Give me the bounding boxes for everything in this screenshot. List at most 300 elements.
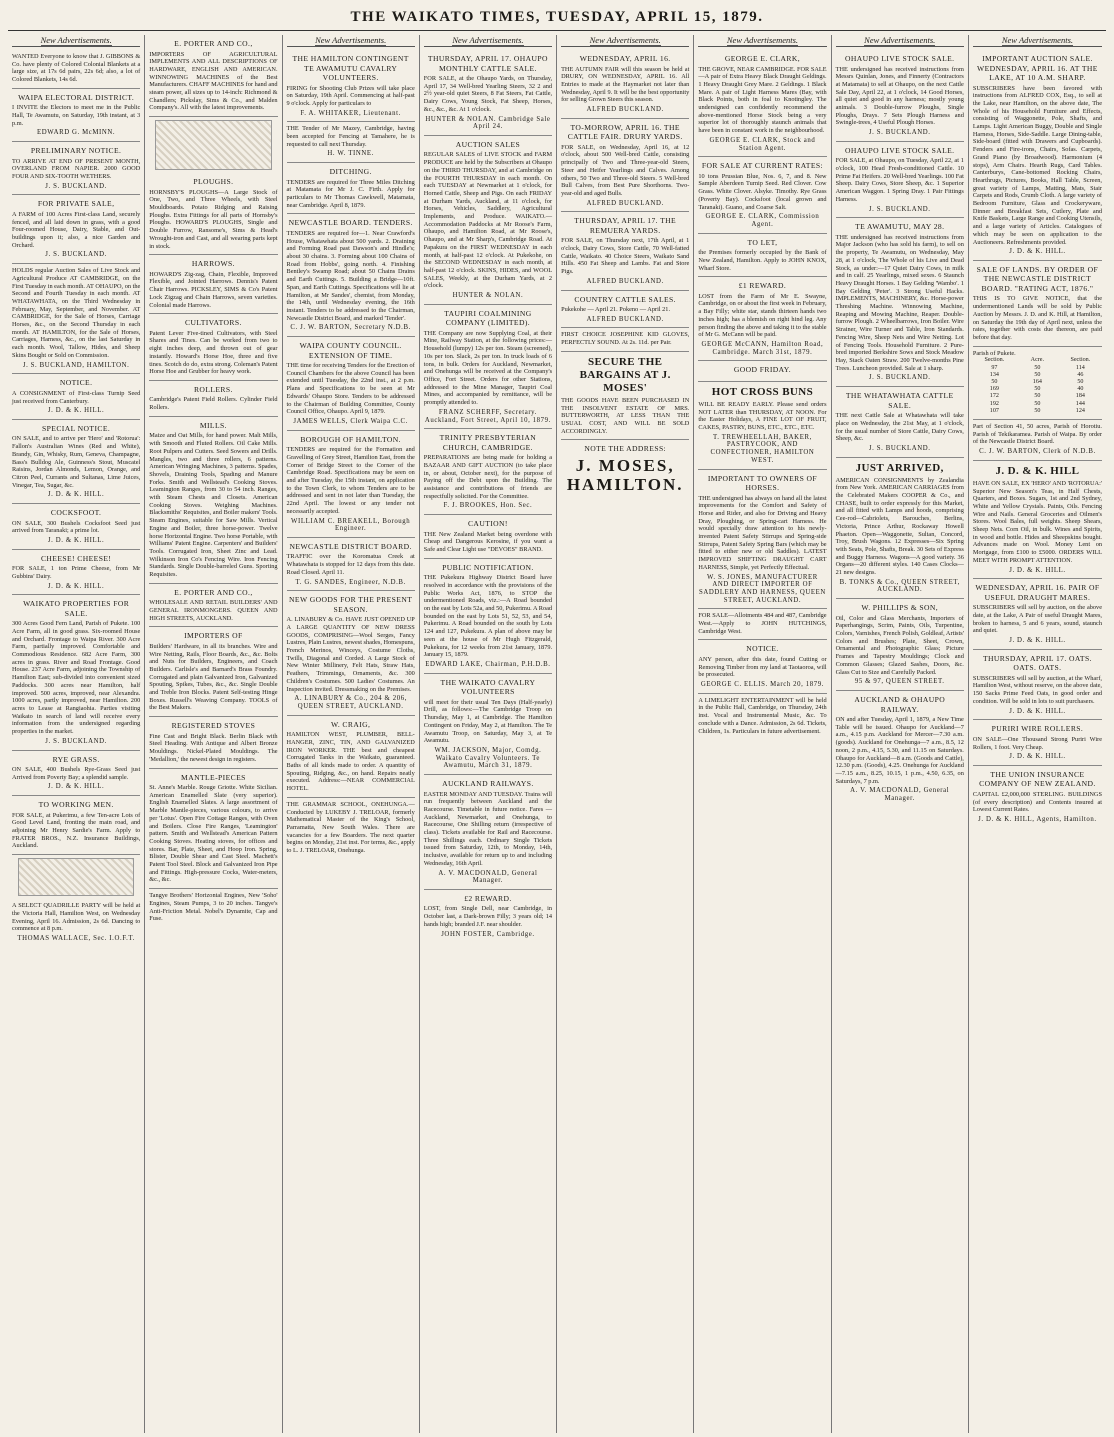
table-cell: Acre.: [1030, 357, 1045, 364]
ad-signature: ALFRED BUCKLAND.: [586, 106, 664, 114]
ad-signature: J. D. & K. HILL.: [47, 407, 105, 415]
advertisement: [836, 599, 964, 691]
ad-body: THE GOODS HAVE BEEN PURCHASED IN THE INSOLVENT ESTATE OF MRS. BUTTERWORTH, AT LESS THAN THE USUAL COST, AND WILL BE SOLD ACCORDINGLY.: [561, 396, 690, 435]
ad-body: THE Tender of Mr Mazey, Cambridge, having been accepted for Fencing at Tamahere, he is requested to call next Thursday.: [286, 125, 415, 148]
advertisement: [12, 195, 140, 264]
ad-signature: ALFRED BUCKLAND.: [586, 277, 664, 285]
column-header: [973, 35, 1102, 47]
ad-body: ON SALE, 300 Bushels Cocksfoot Seed just arrived from Taranaki; a prime lot.: [12, 519, 141, 535]
ad-title: OHAUPO LIVE STOCK SALE.: [844, 145, 955, 155]
ad-title: £2 REWARD.: [464, 893, 512, 903]
advertisement: [149, 769, 277, 890]
advertisement: [973, 50, 1102, 261]
ad-body: Maize and Oat Mills, for hand power. Malt Mills, with Smooth and Fluted Rollers. Oil Cake Mills. Root Pulpers and Cutters. Seed Sowers and Drills. Mangles, two and three rollers, 6 patterns. American Wringing Machines, 3 patterns. Spades, Shovels, Draining Tools, Spading and Manure Forks. Smith and Wellstead's Cooking Stoves. Leamington Ranges, from 30 to 54 inch. Ranges, with Steam Chests and Closets. American Cooking Stoves. Weighing Machines. Blacksmiths' Requisites, and Boiler makers' Tools. Steam Engines, suitable for Saw Mills. Vertical Engine and Boiler, three horse-power. Twelve horse Horizontal Engine. Two horse Portable, with Williams' Patent Engine. Carpenters' and Builders' Tools. Corrugated Iron, Sheet Zinc and Lead. Wilkinson Iron Co's Fencing Wire. Iron Fencing Standards. Single Double-barreled Guns. Sporting Requisites.: [149, 432, 278, 579]
ad-title: TO-MORROW, APRIL 16. THE CATTLE FAIR. DRURY YARDS.: [567, 122, 683, 142]
table-cell: 184: [1075, 393, 1085, 400]
ad-signature: EDWARD LAKE, Chairman, P.H.D.B.: [425, 660, 551, 668]
ad-title: THE WAIKATO CAVALRY VOLUNTEERS: [440, 677, 536, 697]
advertisement: [973, 347, 1102, 420]
advertisement: [287, 716, 415, 798]
ad-title: IMPORTERS OF: [184, 631, 243, 641]
ad-body: SUBSCRIBERS will sell by auction, at the Wharf, Hamilton West, without reserve, on the above date, 150 Sacks Prime Feed Oats, in good order and condition. Will be sold in lots to suit purchasers.: [972, 674, 1102, 705]
column-1: [8, 35, 145, 1433]
ad-body: AMERICAN CONSIGNMENTS by Zealandia from New York. AMERICAN CARRIAGES from the Celebrated Makers COOPER & Co., and CHASE, built to order expressly for this Market, and all fitted with Lamps and hoods, comprising Cee-rod—Cabriolets, Barouches, Berlins, Victoria, Prince Arthur, Rockaway Howell Phaeton. Open—Waggonette, Sultan, Concord, Troy, Brush Wagons. 12 Expresses—Six Spring with Seats, Pole, Shafts, Break. 30 Sets of Express and Buggy Harness. Wagons—A good variety. 36 Organs—20 different styles. 140 Cases Clocks—21 new designs.: [835, 476, 964, 577]
advertisement: [149, 584, 277, 628]
ad-body: SUBSCRIBERS have been favored with instructions from ALFRED COX, Esq., to sell at the Lake, near Hamilton, on the above date, The Whole of his Household Furniture and Effects, consisting of Waggonette, Pole, Shafts, and Lamps. Light American Buggy, Double and Single Harness, Horses, Side-Saddle. Large Dining-table, Side-board (fitted with Drawers and Cupboards). Fenders and Fire-irons, Chairs, Sofas. Carpets, Grand Piano (by Broadwood). Harmonium (4 stops), Arm Chairs. Hearth Rugs, Card Tables. Canterburys, Cane-bottomed Rocking Chairs, Hearthrugs, Pictures, Books, Hall Table, Screen, great variety of Lamps, Matting, Mats, Stair Carpets and Rods, Crumb Cloth. A large variety of Bedroom Furniture, Glass and Crockeryware, Dinner and Breakfast Sets, Cutlery, Plate and Knife Baskets, Large Range and Cooking Utensils, and a large variety of Articles. Catalogues of which may be seen on application to the Auctioneers. Refreshments provided.: [972, 84, 1102, 246]
ad-body: THE AUTUMN FAIR will this season be held at DRURY, ON WEDNESDAY, APRIL 16. All Entries to made at the Haymarket not later than Wednesday, April 9. It will be the best opportunity for selling Grown Steers this season.: [561, 65, 690, 104]
advertisement: [287, 798, 415, 859]
advertisement: [12, 374, 140, 420]
ad-title: WAIKATO PROPERTIES FOR SALE.: [23, 599, 130, 618]
ad-title: TE AWAMUTU, MAY 28.: [855, 222, 945, 232]
ad-body: THE undersigned has received instructions from Messrs Quinlan, Jones, and Finnerty (Contractors at Matamata) to sell at Ohaupo, on the next Cattle Sale Day, April 22, at 1 o'clock, 14 Good Horses, all quiet and good in any harness; mostly young animals. 3 Double-furrow Ploughs, Single Ploughs, Drays. 7 Sets Plough Harness and Swingle-trees, 4 Useful Plough Horses.: [835, 65, 964, 127]
ad-body: A. LINABURY & Co. HAVE JUST OPENED UP A LARGE QUANTITY OF NEW DRESS GOODS, COMPRISING—Wool Serges, Fancy Lustres, Plain Lustres, newest shades, Homespuns, French Merinos, Winceys, Costume Cloths, Twills, Diagonal and Corded. A Large Stock of New Winter Millinery, Felt Hats, Straw Hats, Feathers, Trimmings, Ornaments, &c. 300 Children's Costumes. 500 Ladies' Costumes. An Inspection invited. Dressmaking on the Premises.: [286, 616, 415, 693]
ad-body: THE New Zealand Market being overdone with Cheap and Dangerous Kerosine, if you want a Safe and Clear Light use "DEVOES" BRAND.: [423, 530, 553, 554]
column-header: [424, 35, 552, 47]
advertisement: [287, 538, 415, 591]
column-header: [561, 35, 689, 47]
ad-body: THE Company are now Supplying Coal, at their Mine, Railway Station, at the following prices:—Household (lumpy) 12s per ton. Steam (screened), 10s per ton. Slack, 2s per ton. In truck loads of 6 tons, in bulk. Orders for Auckland, Newmarket, and Onehunga will be received at the Company's Office, Fort Street. Orders for other Stations, addressed to the Mine Manager, Taupiri Coal Mines, and accompanied by remittance, will be promptly attended to.: [423, 329, 553, 407]
ad-title: E. PORTER AND CO.,: [174, 39, 253, 48]
ad-title: TO WORKING MEN.: [38, 800, 114, 810]
ad-body: 10 tons Prussian Blue, Nos. 6, 7, and 8. New Sample Aberdeen Turnip Seed. Red Clover. Cow Grass. White Clover. Alsyke. Timothy. Rye Grass (Poverty Bay). Cocksfoot (local grown and Taranaki). Guano, and Coarse Salt.: [698, 172, 827, 211]
ad-title: GOOD FRIDAY.: [733, 365, 792, 375]
ad-body: FOR SALE, at Ohaupo, on Tuesday, April 22, at 1 o'clock, 100 Head Fresh-conditioned Cattle. 10 Prime Fat Heifers. 20 Well-bred Yearlings. 100 Fat Sheep. Dairy Cows, Store Sheep, &c. 1 Superior American Waggon. 1 Spring Dray. 1 Pair Fittings Harness.: [835, 157, 964, 203]
ad-title: WAIPA ELECTORAL DISTRICT.: [18, 92, 135, 102]
ad-signature: J. S. BUCKLAND, HAMILTON.: [22, 361, 130, 369]
advertisement: [424, 429, 552, 515]
ad-body: FOR SALE, at Pukerimu, a few Ten-acre Lots of Good Level Land, fronting the main road, and adjoining Mr Henry Sardie's Farm. Apply to FRATER BROS., N.Z. Insurance Buildings, Auckland.: [12, 811, 141, 850]
ad-body: Builders' Hardware, in all its branches. Wire and Wire Netting, Rails, Floor Boards, &c., &c. Bolts and Nuts for Builders, Engineers, and Coach Builders. Carlisle's and Barnard's Brass Foundry. Corrugated and plain Galvanized Iron, Galvanized Spouting, Spikes, Tubes, &c., &c. Single Double and Treble Iron Blocks. Patent Self-testing Hinge Boxes. Russell's Weaving Company. TOOLS of the Best Makers.: [149, 642, 278, 712]
ad-body: Parish of Pukete.: [972, 349, 1016, 357]
ad-title: COUNTRY CATTLE SALES.: [574, 294, 676, 304]
advertisement: [561, 50, 689, 119]
ad-title: HARROWS.: [191, 259, 235, 269]
advertisement: [12, 899, 140, 947]
advertisement: [149, 255, 277, 314]
advertisement: [973, 461, 1102, 579]
advertisement: [12, 751, 140, 797]
ad-body: FOR SALE, on Wednesday, April 16, at 12 o'clock, about 500 Well-bred Cattle, consisting principally of Two and Three-year-old Steers, Steer and Heifer Yearlings and Calves. Among others, 50 Two and Three-old Steers. 5 Well-bred Bull Calves, from Best Pure Shorthorns. Two-year-old and aged Bulls.: [561, 143, 690, 197]
table-cell: 50: [1034, 371, 1041, 378]
ad-title: DITCHING.: [329, 167, 372, 177]
advertisement: [698, 382, 826, 470]
advertisement: [424, 136, 552, 305]
ad-body: FOR SALE—Allotments 484 and 487, Cambridge West.—Apply to JOHN HUTCHINGS, Cambridge West.: [698, 612, 827, 635]
ad-body: TRAFFIC over the Koromatua Creek at Whatawhata is stopped for 12 days from this date. Road Closed. April 11.: [286, 553, 415, 576]
ad-body: WILL BE READY EARLY. Please send orders NOT LATER than THURSDAY, AT NOON. For the Easter Holidays, A FINE LOT OF FRUIT, CAKES, PASTRY, BUNS, ETC., ETC., ETC.: [698, 400, 827, 431]
ad-body: IMPORTERS OF AGRICULTURAL IMPLEMENTS AND ALL DESCRIPTIONS OF HARDWARE, ENGLISH AND AMERICAN. WINNOWING MACHINES of the Best Manufacturers. CHAFF MACHINES for hand and steam power, all sizes up to 14-inch: Richmond & Chandlers; Pickslay, Sims & Co., and Malden Company's. All with the latest improvements.: [149, 50, 278, 112]
column-3: [283, 35, 420, 1433]
advertisement: [836, 458, 964, 600]
ad-title: J. D. & K. HILL: [995, 464, 1080, 477]
advertisement: [973, 420, 1102, 461]
ad-body: TO ARRIVE AT END OF PRESENT MONTH, OVERLAND FROM NAPIER. 2000 GOOD FOUR AND SIX-TOOTH WETHERS.: [12, 157, 141, 181]
ad-body: J. MOSES, HAMILTON.: [566, 455, 684, 494]
advertisement: [698, 277, 826, 361]
ad-body: THE undersigned has received instructions from Major Jackson (who has sold his farm), to sell on the property, Te Awamutu, on Wednesday, May 28, at 1 o'clock, The Whole of his Live and Dead Stock, as under:—17 Quiet Dairy Cows, in milk and in calf. 25 Yearlings, mixed sexes. 6 Staunch Heavy Draught Horses. 1 Bay Gelding 'Wambo'. 1 Bay Gelding 'Peter'. 3 Strong Useful Hacks. IMPLEMENTS, MACHINERY, &c. Horse-power Threshing Machine. Winnowing Machine, Reaping and Mowing Machine, Reaper. Double-furrow Plough. 2 Wheelbarrows, Iron Boiler. Wire Strainer, Wire Turner and Table, Iron Standards. Fencing Wire, Sheep Nets and Wire Netting. Lot of Fencing Tools. Household Furniture. 2 Pure-bred imported Berkshire Sows and Stock Meadow Hay, Stack Oaten Straw. 200 Twelve-months Pine Trees. Luncheon provided. Sale at 1 sharp.: [835, 233, 964, 372]
advertisement: [698, 694, 826, 740]
ad-signature: ALFRED BUCKLAND.: [586, 199, 664, 207]
advertisement: [424, 559, 552, 674]
ad-body: THE time for receiving Tenders for the Erection of Council Chambers for the above Council has been extended until Tuesday, the 22nd inst., at 2 p.m. Plans and Specifications to be seen at Mr Edwards' Ohaupo Store. Tenders to be addressed to the Chairman of Building Committee, County Council Office, Ohaupo. April 9, 1879.: [286, 362, 415, 416]
ad-signature: J. S. BUCKLAND.: [868, 205, 931, 213]
advertisement: [424, 515, 552, 559]
ad-title: HOT CROSS BUNS: [711, 385, 814, 398]
column-header-text: New Advertisements.: [315, 35, 387, 45]
ad-title: NEWCASTLE BOARD. TENDERS.: [288, 218, 413, 228]
advertisement: [836, 387, 964, 458]
advertisement: [12, 142, 140, 195]
ad-body: the Premises formerly occupied by the Bank of New Zealand, Hamilton. Apply to JOHN KNOX, Wharf Store.: [698, 249, 827, 272]
advertisement: [287, 163, 415, 214]
ad-title: CULTIVATORS.: [185, 318, 242, 328]
ad-body: A FARM of 100 Acres First-class Land, securely fenced, and all laid down in grass, with a good Four-roomed House, Dairy, Stable, and Out-buildings upon it; also, a nice Garden and Orchard.: [12, 210, 141, 249]
ad-title: FOR PRIVATE SALE,: [37, 199, 115, 209]
ad-signature: WM. JACKSON, Major, Comdg. Waikato Cavalry Volunteers. Te Awamutu, March 31, 1879.: [434, 746, 542, 770]
advertisement: [149, 717, 277, 768]
column-header-text: New Advertisements.: [1001, 35, 1073, 45]
ad-title: THE HAMILTON CONTINGENT TE AWAMUTU CAVALRY VOLUNTEERS.: [292, 54, 409, 82]
ad-signature: GEORGE E. CLARK, Commission Agent.: [705, 213, 820, 228]
ad-title: PURIRI WIRE ROLLERS.: [991, 724, 1084, 734]
ad-signature: J. D. & K. HILL.: [1009, 753, 1066, 761]
advertisement: [698, 157, 826, 233]
ad-title: W. PHILLIPS & SON,: [861, 603, 939, 613]
table-cell: 50: [1077, 379, 1084, 385]
advertisement: [287, 122, 415, 163]
table-cell: 50: [1034, 407, 1041, 414]
column-header-text: New Advertisements.: [864, 35, 936, 45]
advertisement: [698, 470, 826, 610]
ad-signature: C. J. W. BARTON, Secretary N.D.B.: [290, 324, 411, 332]
ad-title: PUBLIC NOTIFICATION.: [442, 562, 534, 572]
ad-title: SPECIAL NOTICE.: [42, 423, 111, 433]
ad-signature: J. S. BUCKLAND.: [45, 251, 107, 259]
ad-title: E. PORTER AND CO.,: [174, 587, 253, 597]
advertisement: [424, 775, 552, 890]
ad-body: ANY person, after this date, found Cutting or Removing Timber from my land at Taotaoroa, will be prosecuted.: [698, 655, 827, 679]
ad-title: MILLS.: [199, 420, 227, 430]
ad-body: WHOLESALE AND RETAIL BUILDERS' AND GENERAL IRONMONGERS. QUEEN AND HIGH STREETS, AUCKLAND.: [149, 599, 278, 622]
column-2: [145, 35, 282, 1433]
advertisement: [12, 89, 140, 142]
ad-title: NOTE THE ADDRESS:: [584, 444, 667, 454]
reaper-engraving-illustration: [18, 858, 134, 896]
ad-title: PLOUGHS.: [193, 177, 234, 187]
ad-signature: J. S. BUCKLAND.: [868, 444, 931, 452]
ad-signature: ALFRED BUCKLAND.: [586, 315, 664, 323]
column-header-text: New Advertisements.: [40, 35, 112, 45]
ad-title: CAUTION!: [467, 519, 508, 529]
ad-title: AUCTION SALES: [455, 139, 521, 149]
column-header: [287, 35, 415, 47]
ad-signature: J. S. BUCKLAND.: [868, 374, 931, 382]
ad-body: FIRST CHOICE JOSEPHINE KID GLOVES, PERFECTLY SOUND. At 2s. 11d. per Pair.: [561, 331, 690, 347]
ad-body: PREPARATIONS are being made for holding a BAZAAR AND GIFT AUCTION (to take place in, or about, October next), for the purpose of Paying off the Debt upon the Building. The assistance and contributions of friends are respectfully solicited. For the Committee.: [423, 454, 553, 500]
table-cell: 97: [991, 364, 998, 371]
column-header-text: New Advertisements.: [589, 35, 661, 45]
advertisement: [287, 50, 415, 122]
advertisement: [561, 440, 689, 498]
ad-title: TAUPIRI COALMINING COMPANY (LIMITED).: [444, 308, 532, 328]
ad-body: 300 Acres Good Fern Land, Parish of Pukete. 100 Acre Farm, all in good grass. Six-roomed House and Orchard. Frontage to Waipa River. 300 Acre Farm, partially improved. Comfortable and Commodious Residence. 682 Acre Farm, 300 acres in grass. River and Road Frontage. Good House. 237 Acre Farm, adjoining the Township of Hamilton East; sub-divided into convenient sized Paddocks. 300 acres near Hamilton, half improved. 500 acres, improved, near Alexandra. 1000 acres, partly improved, near Hamilton. 200 acres to Lease at Rangiaohia. Parties visiting Waikato in search of land will receive every information from the undersigned regarding properties in the market.: [12, 620, 141, 736]
column-header: [12, 35, 140, 47]
advertisement: [287, 431, 415, 538]
advertisement: [149, 889, 277, 927]
advertisement: [698, 50, 826, 157]
ad-signature: GEORGE C. ELLIS. March 20, 1879.: [700, 681, 825, 689]
column-6: [694, 35, 831, 1433]
advertisement: [836, 691, 964, 807]
advertisement: [836, 218, 964, 387]
advertisement: [12, 550, 140, 596]
advertisement: [973, 579, 1102, 650]
table-cell: 107: [989, 407, 999, 414]
ad-title: RYE GRASS.: [52, 754, 100, 764]
ad-signature: J. D. & K. HILL.: [47, 783, 105, 791]
ad-signature: W. S. JONES, MANUFACTURER AND DIRECT IMPORTER OF SADDLERY AND HARNESS, QUEEN STREET, AUCKLAND.: [698, 573, 826, 604]
ad-body: ON SALE, and to arrive per 'Hero' and 'Rotorua': Fallon's Australian Wines (Red and White), Brandy, Gin, Whisky, Rum, Geneva, Champagne, Bass's Bulldog Ale, Guinness's Stout, Muscatel Raisins, Jordan Almonds, Lemon, Orange, and Citron Peel, Currants and Sultanas, Lime Juices, Vinegar, Tea, Sugar, &c.: [12, 435, 141, 489]
table-cell: 134: [989, 371, 999, 378]
advertisement: [698, 234, 826, 278]
ad-title: THURSDAY, APRIL 17. THE REMUERA YARDS.: [574, 216, 677, 235]
ad-body: TENDERS are required for—1. Near Crawford's House, Whatawhata about 500 yards. 2. Draining and Forming Road past Dawson's and Hindle's; about 30 chains. 3. Forming about 100 Chains of Road from Hobbs', going north. 4. Finishing Bentley's Swamp Road; about 50 Chains Drains and Earth Cuttings. 5. Building a Bridge—10ft. Span, and Earth Cuttings. Specifications will lie at Hamilton, at Mr Sandes', chemist, from Monday, the 14th, until Wednesday evening, the 16th instant. Tenders to be addressed to the Chairman, Newcastle District Board, and marked 'Tender'.: [286, 229, 415, 322]
ad-title: COCKSFOOT.: [50, 508, 102, 518]
ad-title: SECURE THE BARGAINS AT J. MOSES': [579, 355, 671, 394]
advertisement: [561, 119, 689, 213]
advertisement: [973, 720, 1102, 766]
advertisement: [149, 314, 277, 381]
advertisement: [149, 627, 277, 717]
ad-signature: JAMES WELLS, Clerk Waipa C.C.: [293, 418, 408, 425]
advertisement: [287, 337, 415, 431]
table-cell: 169: [989, 386, 999, 393]
table-cell: 46: [1077, 371, 1084, 378]
ad-body: I INVITE the Electors to meet me in the Public Hall, Te Awamutu, on Saturday, 19th instant, at 3 p.m.: [12, 104, 141, 127]
ad-signature: EDWARD G. McMINN.: [37, 129, 116, 137]
ad-signature: J. D. & K. HILL.: [1009, 707, 1066, 715]
advertisement: [12, 504, 140, 550]
ad-signature: C. J. W. BARTON, Clerk of N.D.B.: [979, 448, 1096, 456]
ad-title: REGISTERED STOVES: [171, 721, 256, 731]
ad-signature: 95 & 97, QUEEN STREET.: [854, 678, 945, 686]
plough-engraving-illustration: [155, 120, 271, 170]
ad-title: TRINITY PRESBYTERIAN CHURCH, CAMBRIDGE.: [439, 433, 537, 452]
ad-body: ON SALE, 400 Bushels Rye-Grass Seed just Arrived from Poverty Bay; a splendid sample.: [12, 766, 141, 781]
ad-signature: HUNTER & NOLAN. Cambridge Sale April 24.: [425, 115, 551, 131]
table-cell: 50: [1034, 386, 1041, 393]
ad-signature: THOMAS WALLACE, Sec. I.O.F.T.: [17, 934, 135, 942]
ad-body: THE next Cattle Sale at Whatawhata will take place on Wednesday, the 21st May, at 1 o'clock, for the usual number of Store Cattle, Dairy Cows, Sheep, &c.: [835, 412, 964, 443]
advertisement: [836, 50, 964, 142]
column-header: [698, 35, 826, 47]
ad-body: Patent Lever Five-tined Cultivators, with Steel Shares and Tines. Can be worked from two to eight inches deep, and thrown out of gear instantly. Howard's Horse Hoe, three and five tines. Scotch do do, extra strong. Coleman's Patent Horse Hoe and Grubber for heavy work.: [149, 329, 278, 376]
ad-title: GEORGE E. CLARK,: [724, 54, 801, 63]
ad-signature: J. D. & K. HILL.: [1009, 566, 1066, 574]
ad-body: A CONSIGNMENT of First-class Turnip Seed just received from Canterbury.: [12, 389, 141, 405]
ad-body: THE undersigned has always on hand all the latest improvements for the Comfort and Safety of Horse and Rider, and also for Driving and Heavy Dray, Ploughing, or Spring-cart Harness. He would specially draw attention to his newly-invented Patent Safety Stirrups and Spring-side Stirrups, Patent Safety Spring Bars (which may be fitted to either new or old Saddles). LATEST IMPROVED SHIFTING DRAUGHT CART HARNESS, Simple, yet Perfectly Effectual.: [698, 494, 827, 571]
ad-signature: T. G. SANDES, Engineer, N.D.B.: [295, 578, 406, 586]
advertisement: [12, 420, 140, 504]
ad-signature: A. V. MACDONALD, General Manager.: [850, 787, 950, 803]
column-header: [836, 35, 964, 47]
ad-body: will meet for their usual Ten Days (Half-yearly) Drill, as follows:—The Cambridge Troop on Thursday, May 1, at Cambridge. The Hamilton Contingent on Friday, May 2, at Hamilton. The Te Awamutu Troop, on Saturday, May 3, at Te Awamutu.: [423, 698, 553, 745]
advertisement: [561, 352, 689, 441]
ad-body: St. Anne's Marble. Rouge Griotte. White Sicilian. American Enamelled Slate (very superior). English Enamelled Slates. A large assortment of Marble Mantle-pieces, various colours, to arrive per 'Lotus'. Open Fire Cottage Ranges, with Oven and Boilers. Close Fire Ranges, 'Leamington' pattern. Smith and Wellstead's American Pattern Cooking Stoves. Heating stoves, for offices and stores. Bar, Plate, Sheet, and Hoop Iron. Spring, Blister, Double Shear and Cast Steel. Machett's Patent Tool Steel. Block and Galvanized Iron Pipe and Fittings. High-pressure Cocks, Water-meters, &c., &c.: [149, 784, 278, 884]
table-cell: 50: [1034, 393, 1041, 400]
table-cell: 124: [1075, 407, 1085, 414]
ad-signature: JOHN FOSTER, Cambridge.: [441, 930, 535, 938]
ad-body: Pukekohe — April 21. Pokeno — April 21.: [561, 306, 671, 314]
advertisement: [836, 142, 964, 218]
column-5: [557, 35, 694, 1433]
column-header-text: New Advertisements.: [452, 35, 524, 45]
advertisement: [973, 766, 1102, 828]
ad-signature: J. S. BUCKLAND.: [868, 129, 931, 137]
column-7: [832, 35, 969, 1433]
ad-signature: J. D. & K. HILL.: [47, 491, 105, 499]
ad-title: IMPORTANT TO OWNERS OF HORSES.: [707, 473, 818, 493]
ad-body: LOST, from Single Dell, near Cambridge, in October last, a Dark-brown Filly; 3 years old; 14 hands high; branded J.F. near shoulder.: [423, 905, 553, 928]
ad-body: ON and after Tuesday, April 1, 1879, a New Time Table will be issued. Ohaupo for Auckland—7 a.m., 4.15 p.m. Auckland for Mercer—7.30 a.m. (goods). Auckland for Onehunga—7 a.m., 8.5, 12 noon, 2 p.m., 4.15, 5.30, and 11.15 on Saturdays. Ohaupo for Auckland—8 a.m. (Goods and Cattle), 12.30 p.m. (Goods), 4.25. Onehunga for Auckland—7.15 a.m., 8.25, 10.15, 1 p.m., 4.50, 6.35, on Saturdays, 7 p.m.: [835, 716, 964, 785]
advertisement: [424, 50, 552, 136]
ad-body: REGULAR SALES of LIVE STOCK and FARM PRODUCE are held by the Subscribers at Ohaupo on the THIRD THURSDAY, and at Cambridge on the FOURTH THURSDAY in each month. On each TUESDAY at Newmarket at 1 o'clock, for Horned Cattle, Sheep and Pigs. On each FRIDAY at Durham Yards, Auckland, at 11 o'clock, for Horses, Vehicles, Saddlery, Agricultural Implements, and Produce. WAIKATO.—Accommodation Paddocks at Mr Roose's Farm, Ohaupo, and Hamilton Road, at Mr Roose's, Ohaupo, and at Mr Sharp's, Cambridge Road. At Papakura on the FIRST WEDNESDAY in each month, at half-past 12 o'clock. At Pukekohe, on the SECOND WEDNESDAY in each month, at half-past 12 o'clock. SKINS, HIDES, and WOOL SALES, Weekly, at the Durham Yards, at 2 o'clock.: [423, 151, 553, 290]
ad-title: AUCKLAND RAILWAYS.: [442, 779, 534, 789]
advertisement: [12, 796, 140, 855]
ad-title: TO LET,: [747, 237, 778, 247]
advertisement: [698, 609, 826, 640]
advertisement: [149, 381, 277, 417]
ad-signature: GEORGE McCANN, Hamilton Road, Cambridge. March 31st, 1879.: [701, 340, 824, 356]
table-cell: 172: [989, 393, 999, 400]
column-4: [420, 35, 557, 1433]
ad-body: HAMILTON WEST, PLUMBER, BELL-HANGER, ZINC, TIN, AND GALVANIZED IRON WORKER. THE best and cheapest Corrugated Tanks in the Waikato, guaranteed. Baths of all kinds made to order. A quantity of Spouting, Ridging, &c., on hand. Repairs neatly executed. Address:—NEAR COMMERCIAL HOTEL.: [286, 731, 415, 793]
ad-body: HOWARD'S Zig-zag, Chain, Flexible, Improved Flexible, and Jointed Harrows. Dennis's Patent Chair Harrows. PICKSLEY, SIMS & Co's Patent Lock Zigzag and Chain Harrows, seven varieties. Colonial made Harrows.: [149, 270, 278, 309]
ad-body: SUBSCRIBERS will sell by auction, on the above date, at the Lake, A Pair of useful Draught Mares, broken to harness, 5 and 6 years, sound, staunch and quiet.: [972, 604, 1102, 635]
ad-title: CHEESE! CHEESE!: [40, 553, 112, 563]
ad-title: IMPORTANT AUCTION SALE. WEDNESDAY, APRIL 16. AT THE LAKE, AT 10 A.M. SHARP.: [977, 54, 1098, 82]
ad-body: A SELECT QUADRILLE PARTY will be held at the Victoria Hall, Hamilton West, on Wednesday Evening, April 16. Admission, 2s 6d. Dancing to commence at 8 p.m.: [12, 902, 141, 933]
advertisement: [287, 214, 415, 337]
column-8: [969, 35, 1106, 1433]
ad-body: HOLDS regular Auction Sales of Live Stock and Agricultural Produce AT CAMBRIDGE, on the First Tuesday in each month. AT OHAUPO, on the Second and Fourth Tuesday in each month. AT WHATAWHATA, on the Third Wednesday in February, May, September, and November. AT CAMBRIDGE, for the Sale of Horses, Carriage Horses, &c., on the Second Thursday in each month. AT HAMILTON, for the Sale of Horses, Carriages, Harness, &c., on the last Saturday in each month. Wool, Tallow, Hides, and Sheep Skins Bought or Sold on Commission.: [12, 267, 141, 359]
ad-title: NOTICE.: [59, 378, 93, 388]
ad-signature: F. J. BROOKES, Hon. Sec.: [443, 502, 533, 510]
ad-body: Cambridge's Patent Field Rollers. Cylinder Field Rollers.: [149, 396, 278, 412]
ad-signature: WILLIAM C. BREAKELL, Borough Engineer.: [291, 517, 411, 533]
ad-title: NEW GOODS FOR THE PRESENT SEASON.: [289, 595, 413, 614]
ad-body: FIRING for Shooting Club Prizes will take place on Saturday, 19th April. Commencing at half-past 9 o'clock. Apply for particulars to: [286, 84, 415, 107]
ad-signature: H. W. TINNE.: [327, 150, 374, 158]
ad-body: ON SALE—One Thousand Strong Puriri Wire Rollers, 1 foot. Very Cheap.: [972, 735, 1102, 751]
ad-signature: T. TREWHEELLAH, BAKER, PASTRYCOOK, AND CONFECTIONER, HAMILTON WEST.: [710, 433, 815, 464]
advertisement: [973, 650, 1102, 721]
advertisement: [698, 640, 826, 693]
ad-title: NEWCASTLE DISTRICT BOARD.: [289, 541, 412, 551]
advertisement: [287, 591, 415, 715]
ad-signature: J. D. & K. HILL, Agents, Hamilton.: [978, 816, 1097, 824]
ad-title: WAIPA COUNTY COUNCIL. EXTENSION OF TIME.: [299, 341, 402, 360]
ad-title: £1 REWARD.: [738, 281, 787, 291]
ad-signature: J. D. & K. HILL.: [1009, 637, 1066, 645]
ad-body: Oil, Color and Glass Merchants, Importers of Paperhangings, Scrim, Paints, Oils, Turpentine, Colors, Varnishes, French Polish, Goldleaf, Artists' Colors and Brushes; Plate, Sheet, Crown, Ornamental and Photographic Glass; Picture Frames and Tapestry Mouldings; Clock and Common Glasses; Glazed Sashes, Doors, &c. Glass Cut to Size and Carefully Packed.: [835, 614, 964, 676]
table-cell: 192: [989, 400, 999, 407]
ad-title: SALE OF LANDS. BY ORDER OF THE NEWCASTLE DISTRICT BOARD. "RATING ACT, 1876.": [976, 264, 1099, 293]
ad-title: OHAUPO LIVE STOCK SALE.: [844, 54, 955, 63]
table-cell: 40: [1077, 386, 1084, 393]
ad-title: W. CRAIG,: [330, 719, 371, 729]
ad-body: TENDERS are required for Three Miles Ditching at Matamata for Mr J. C. Firth. Apply for particulars to Mr Thomas Cawkwell, Matamata, near Cambridge. April 8, 1879.: [286, 178, 415, 209]
ad-title: AUCKLAND & OHAUPO RAILWAY.: [854, 695, 946, 714]
ad-body: Fine Cast and Bright Black. Berlin Black with Steel Heading. With Antique and Albert Bronze Mouldings. Nickel-Plated Mouldings. The 'Medallion,' the newest design in registers.: [149, 732, 278, 763]
ad-body: THE Pukekura Highway District Board have resolved in accordance with the provisions of the Public Works Act, 1876, to STOP the undermentioned Roads, viz.:—A Road bounded on the east by Lots 52a, and 50, Pukerimu. A Road bounded on the east by Lots 51, 52, 53, and 54, Pukerimu. A Road bounded on the south by Lots 124 and 127, Pukekura. A plan of above may be seen at the house of Mr Hugh Fitzgerald, Pukekura, for 12 weeks from 21st January, 1879. January 15, 1879.: [423, 574, 553, 659]
advertisement: [561, 212, 689, 290]
ad-body: A LIMELIGHT ENTERTAINMENT will be held in the Public Hall, Cambridge, on Thursday, 24th inst. Vocal and Instrumental Music, &c. To conclude with a Dance. Admission, 2s 6d. Tickets, Children, 1s. Particulars in future advertisement.: [698, 696, 827, 735]
table-cell: 50: [1034, 364, 1041, 371]
ad-signature: J. D. & K. HILL.: [47, 536, 105, 544]
ad-body: THE GRAMMAR SCHOOL, ONEHUNGA.—Conducted by LUKEBY J. TRELOAR, formerly Mathematical Master of the King's School, Parramatta, New South Wales. There are vacancies for a few Boarders. The next quarter begins on Monday, 21st inst. For terms, &c., apply to L. J. TRELOAR, Onehunga.: [286, 800, 415, 855]
ad-signature: B. TONKS & Co., QUEEN STREET, AUCKLAND.: [839, 578, 960, 594]
table-cell: 50: [991, 379, 998, 385]
ad-title: THE WHATAWHATA CATTLE SALE.: [845, 391, 954, 410]
ad-title: ROLLERS.: [193, 384, 233, 394]
ad-signature: GEORGE E. CLARK, Stock and Station Agent.: [709, 136, 816, 152]
advertisement: [698, 361, 826, 382]
ad-body: TENDERS are required for the Formation and Gravelling of Grey Street, Hamilton East, from the Corner of Bridge Street to the Corner of the Cambridge Road. Specifications may be seen on and after Tuesday, the 15th instant, on application to the Town Clerk, to whom Tenders are to be addressed and sent in not later than Tuesday, the 22nd April. The lowest or any tender not necessarily accepted.: [286, 446, 415, 515]
masthead: THE WAIKATO TIMES, TUESDAY, APRIL 15, 1879.: [8, 4, 1106, 31]
ad-body: LOST from the Farm of Mr E. Swayne, Cambridge, on or about the first week in February, a Bay Filly; white star, stands thirteen hands two inches high; has a blemish on right hind leg. Any person finding the above and taking it to the stable of Mr G. McCann will be paid.: [698, 292, 827, 339]
ad-title: WEDNESDAY, APRIL 16.: [579, 54, 671, 63]
columns: [8, 35, 1106, 1433]
ad-signature: A. V. MACDONALD, General Manager.: [438, 869, 538, 885]
advertisement: [424, 674, 552, 775]
advertisement: [12, 595, 140, 750]
advertisement: [561, 328, 689, 351]
advertisement: [149, 417, 277, 584]
advertisement: [973, 261, 1102, 347]
ad-title: FOR SALE AT CURRENT RATES:: [701, 161, 823, 171]
ad-title: PRELIMINARY NOTICE.: [30, 146, 122, 156]
ad-signature: HUNTER & NOLAN.: [452, 292, 524, 300]
ad-body: THIS IS TO GIVE NOTICE, that the undermentioned Lands will be sold by Public Auction by Messrs. J. D. and K. Hill, at Hamilton, on Saturday the 19th day of April next, unless the rates, together with costs due thereon, are paid before that day.: [972, 295, 1102, 341]
advertisement: [424, 305, 552, 429]
ad-title: THE UNION INSURANCE COMPANY OF NEW ZEALAND.: [979, 769, 1096, 789]
ad-body: FOR SALE, on Thursday next, 17th April, at 1 o'clock, Dairy Cows, Store Cattle, 70 Well-fatted Cattle, Waikato. 40 Choice Steers, Waikato Sand Hills. 450 Fat Sheep and Lambs. Fat and Store Pigs.: [561, 237, 690, 276]
ad-signature: J. S. BUCKLAND.: [45, 182, 107, 190]
ad-signature: F. A. WHITAKER, Lieutenant.: [300, 109, 401, 117]
ad-title: WEDNESDAY, APRIL 16. PAIR OF USEFUL DRAUGHT MARES.: [975, 583, 1100, 602]
column-header-text: New Advertisements.: [726, 35, 799, 45]
ad-body: EASTER MONDAY AND TUESDAY. Trains will run frequently between Auckland and the Racecourse. Timetable in future notice. Fares — Auckland, Newmarket, and Onehunga, to Racecourse, One Shilling return (irrespective of class). Tickets available for Rail and Racecourse. Three Shillings each. Ordinary Single Tickets issued from Saturday, 12th, to Monday, 14th, inclusive, available for return up to and including Wednesday, 16th April.: [423, 790, 553, 867]
ad-body: CAPITAL £2,000,000 STERLING. BUILDINGS (of every description) and Contents insured at Lowest Current Rates.: [972, 790, 1102, 814]
ad-body: HORNSBY'S PLOUGHS—A Large Stock of One, Two, and Three Wheels, with Steel Mouldboards. Potato Ridging and Raising Ploughs. Extra Fittings for all parts of Hornsby's Ploughs. HOWARD'S PLOUGHS, Single and Double Furrow, Ransome's, Sims & Head's Wrought-iron and Cast, and all wearing parts kept in stock.: [149, 188, 278, 250]
ad-body: HAVE ON SALE, EX 'HERO' AND 'ROTORUA:' Superior New Season's Teas, in Half Chests, Quarters, and Boxes. Sugars, 1st and 2nd Sydney, White and Yellow Crystals. Paints, Oils. Fencing Wire and Nails. General Groceries and Oilmen's Stores. Wool Bales, full weights. Sheep Shears, Sheep Nets. Corn Oil, in bulk. Wines and Spirits, in wood and bottle. Hides and Sheepskins bought. Advances made on Wool. Money Lent on Mortgage, from £100 to £5000. ORDERS WILL MEET WITH PROMPT ATTENTION.: [972, 479, 1102, 564]
ad-signature: A. LINABURY & Co., 204 & 206, QUEEN STREET, AUCKLAND.: [294, 695, 407, 710]
advertisement: [424, 890, 552, 942]
ad-body: THE GROVE, NEAR CAMBRIDGE. FOR SALE—A pair of Extra Heavy Black Draught Geldings. 1 Heavy Draught Grey Mare. 2 Geldings. 1 Black Mare. A pair of Light Harness Mares (Bay, with Black Points, both in foal to Knotingley. The undersigned can confidently recommend the above-mentioned Horse Stock being a very superior lot of thoroughly staunch animals that have been in constant work in the neighbourhood.: [698, 65, 827, 135]
land-table: [973, 357, 1102, 415]
ad-title: THURSDAY, APRIL 17. OHAUPO MONTHLY CATTLE SALE.: [427, 54, 548, 73]
table-cell: 50: [1034, 400, 1041, 407]
ad-title: NOTICE.: [746, 644, 779, 654]
advertisement: [149, 173, 277, 255]
table-cell: 144: [1075, 400, 1085, 407]
ad-title: BOROUGH OF HAMILTON.: [300, 434, 401, 444]
advertisement: [149, 35, 277, 117]
ad-signature: J. D. & K. HILL.: [1009, 248, 1066, 256]
ad-body: FOR SALE, at the Ohaupo Yards, on Thursday, April 17, 34 Well-bred Yearling Steers, 32 2 and 2½ year-old quiet Steers, 8 Fat Steers, Fat Cattle, Dairy Cows, Young Stock, Fat Sheep, Horses, &c., &c., &c. At 1 o'clock.: [423, 75, 553, 113]
